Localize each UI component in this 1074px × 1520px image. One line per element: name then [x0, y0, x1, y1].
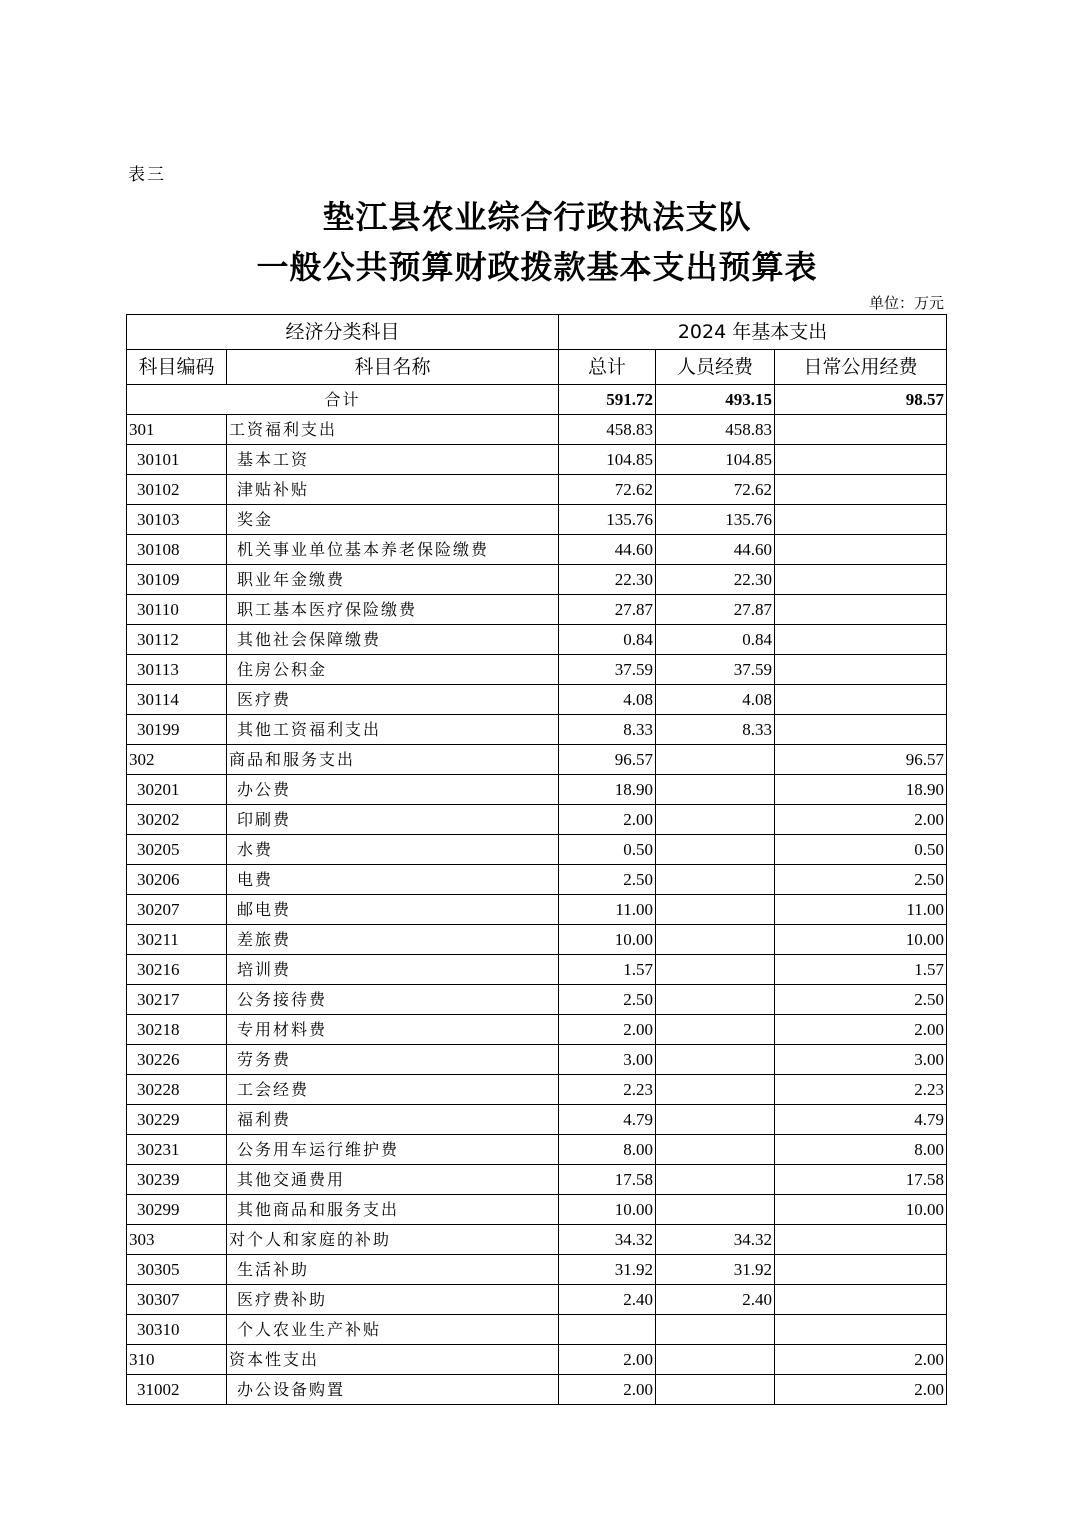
row-public	[775, 685, 947, 715]
row-public: 2.00	[775, 1375, 947, 1405]
row-personnel	[656, 1315, 775, 1345]
total-personnel: 493.15	[656, 385, 775, 415]
row-subject-code: 30217	[127, 985, 227, 1015]
row-subject-code: 302	[127, 745, 227, 775]
row-subject-name: 公务用车运行维护费	[227, 1135, 559, 1165]
row-personnel	[656, 925, 775, 955]
header-economic-classification: 经济分类科目	[127, 315, 559, 350]
row-subject-name: 职工基本医疗保险缴费	[227, 595, 559, 625]
row-public: 2.23	[775, 1075, 947, 1105]
row-subject-code: 30206	[127, 865, 227, 895]
row-subject-code: 303	[127, 1225, 227, 1255]
row-total	[559, 1315, 656, 1345]
row-personnel	[656, 805, 775, 835]
row-personnel	[656, 865, 775, 895]
row-personnel: 135.76	[656, 505, 775, 535]
row-public	[775, 1225, 947, 1255]
table-row	[127, 805, 947, 835]
table-row	[127, 685, 947, 715]
budget-table	[126, 314, 947, 1405]
row-total: 17.58	[559, 1165, 656, 1195]
row-personnel: 34.32	[656, 1225, 775, 1255]
row-public	[775, 415, 947, 445]
table-row	[127, 475, 947, 505]
row-subject-code: 30305	[127, 1255, 227, 1285]
document-title-line2: 一般公共预算财政拨款基本支出预算表	[256, 248, 818, 286]
row-personnel	[656, 835, 775, 865]
row-total: 135.76	[559, 505, 656, 535]
row-subject-code: 30199	[127, 715, 227, 745]
row-public: 0.50	[775, 835, 947, 865]
header-total: 总计	[559, 350, 656, 385]
row-subject-name: 办公费	[227, 775, 559, 805]
row-public: 10.00	[775, 1195, 947, 1225]
row-subject-name: 其他工资福利支出	[227, 715, 559, 745]
row-total: 2.00	[559, 805, 656, 835]
row-subject-code: 30310	[127, 1315, 227, 1345]
row-subject-code: 30201	[127, 775, 227, 805]
row-public: 2.50	[775, 985, 947, 1015]
row-subject-name: 资本性支出	[227, 1345, 559, 1375]
row-total: 2.23	[559, 1075, 656, 1105]
row-subject-name: 邮电费	[227, 895, 559, 925]
row-public	[775, 1315, 947, 1345]
row-subject-name: 职业年金缴费	[227, 565, 559, 595]
header-subject-name: 科目名称	[227, 350, 559, 385]
row-public: 1.57	[775, 955, 947, 985]
row-subject-code: 30113	[127, 655, 227, 685]
header-basic-expenditure-2024: 2024 年基本支出	[559, 315, 947, 350]
row-total: 10.00	[559, 1195, 656, 1225]
table-row	[127, 835, 947, 865]
row-subject-name: 工会经费	[227, 1075, 559, 1105]
row-subject-name: 水费	[227, 835, 559, 865]
table-row	[127, 925, 947, 955]
row-total: 8.00	[559, 1135, 656, 1165]
table-row	[127, 1375, 947, 1405]
row-subject-name: 住房公积金	[227, 655, 559, 685]
row-personnel: 22.30	[656, 565, 775, 595]
row-subject-code: 30231	[127, 1135, 227, 1165]
row-total: 11.00	[559, 895, 656, 925]
row-subject-code: 30114	[127, 685, 227, 715]
row-total: 18.90	[559, 775, 656, 805]
row-subject-code: 30112	[127, 625, 227, 655]
row-subject-name: 其他社会保障缴费	[227, 625, 559, 655]
row-total: 37.59	[559, 655, 656, 685]
row-subject-code: 30239	[127, 1165, 227, 1195]
row-total: 2.00	[559, 1345, 656, 1375]
row-subject-name: 医疗费补助	[227, 1285, 559, 1315]
row-subject-name: 工资福利支出	[227, 415, 559, 445]
row-public	[775, 1255, 947, 1285]
table-row	[127, 955, 947, 985]
row-subject-name: 福利费	[227, 1105, 559, 1135]
row-total: 0.84	[559, 625, 656, 655]
row-subject-code: 31002	[127, 1375, 227, 1405]
row-public: 2.00	[775, 805, 947, 835]
row-total: 2.00	[559, 1375, 656, 1405]
row-personnel: 4.08	[656, 685, 775, 715]
row-public: 96.57	[775, 745, 947, 775]
row-subject-name: 对个人和家庭的补助	[227, 1225, 559, 1255]
row-total: 96.57	[559, 745, 656, 775]
row-subject-name: 医疗费	[227, 685, 559, 715]
row-public	[775, 625, 947, 655]
row-subject-code: 310	[127, 1345, 227, 1375]
row-subject-name: 印刷费	[227, 805, 559, 835]
row-total: 8.33	[559, 715, 656, 745]
row-personnel: 0.84	[656, 625, 775, 655]
row-public: 3.00	[775, 1045, 947, 1075]
row-subject-name: 专用材料费	[227, 1015, 559, 1045]
row-total: 0.50	[559, 835, 656, 865]
row-public: 17.58	[775, 1165, 947, 1195]
table-row	[127, 445, 947, 475]
row-personnel	[656, 1105, 775, 1135]
row-total: 4.79	[559, 1105, 656, 1135]
table-label: 表三	[128, 165, 166, 185]
row-total: 27.87	[559, 595, 656, 625]
row-personnel: 8.33	[656, 715, 775, 745]
row-personnel: 44.60	[656, 535, 775, 565]
row-total: 2.50	[559, 985, 656, 1015]
row-public: 2.50	[775, 865, 947, 895]
table-row	[127, 625, 947, 655]
row-subject-code: 30102	[127, 475, 227, 505]
row-total: 3.00	[559, 1045, 656, 1075]
row-total: 2.40	[559, 1285, 656, 1315]
row-public: 2.00	[775, 1015, 947, 1045]
row-personnel: 37.59	[656, 655, 775, 685]
table-row	[127, 505, 947, 535]
table-row	[127, 745, 947, 775]
row-personnel: 31.92	[656, 1255, 775, 1285]
row-total: 1.57	[559, 955, 656, 985]
row-personnel: 27.87	[656, 595, 775, 625]
row-subject-code: 30205	[127, 835, 227, 865]
row-personnel	[656, 1045, 775, 1075]
row-total: 34.32	[559, 1225, 656, 1255]
total-label: 合计	[127, 385, 559, 415]
row-total: 31.92	[559, 1255, 656, 1285]
row-total: 10.00	[559, 925, 656, 955]
table-row	[127, 1315, 947, 1345]
table-row	[127, 565, 947, 595]
row-subject-name: 电费	[227, 865, 559, 895]
row-subject-name: 生活补助	[227, 1255, 559, 1285]
row-personnel: 104.85	[656, 445, 775, 475]
row-total: 104.85	[559, 445, 656, 475]
table-row	[127, 415, 947, 445]
table-row	[127, 865, 947, 895]
document-title-line1: 垫江县农业综合行政执法支队	[322, 198, 752, 236]
table-row	[127, 715, 947, 745]
row-subject-name: 机关事业单位基本养老保险缴费	[227, 535, 559, 565]
table-row	[127, 1225, 947, 1255]
row-subject-name: 差旅费	[227, 925, 559, 955]
table-row	[127, 1285, 947, 1315]
row-personnel: 72.62	[656, 475, 775, 505]
row-total: 2.50	[559, 865, 656, 895]
table-row	[127, 1255, 947, 1285]
row-total: 4.08	[559, 685, 656, 715]
row-public	[775, 475, 947, 505]
row-subject-name: 培训费	[227, 955, 559, 985]
row-subject-code: 30207	[127, 895, 227, 925]
row-subject-code: 30202	[127, 805, 227, 835]
row-total: 44.60	[559, 535, 656, 565]
row-public: 10.00	[775, 925, 947, 955]
table-row	[127, 535, 947, 565]
row-personnel	[656, 1015, 775, 1045]
table-row	[127, 1105, 947, 1135]
row-subject-code: 30103	[127, 505, 227, 535]
row-subject-name: 公务接待费	[227, 985, 559, 1015]
row-personnel	[656, 1195, 775, 1225]
table-row	[127, 775, 947, 805]
row-subject-code: 30218	[127, 1015, 227, 1045]
row-subject-name: 商品和服务支出	[227, 745, 559, 775]
row-public: 4.79	[775, 1105, 947, 1135]
row-subject-name: 个人农业生产补贴	[227, 1315, 559, 1345]
row-personnel	[656, 895, 775, 925]
table-row	[127, 1135, 947, 1165]
row-public	[775, 565, 947, 595]
header-personnel-expense: 人员经费	[656, 350, 775, 385]
row-personnel	[656, 745, 775, 775]
row-subject-code: 30110	[127, 595, 227, 625]
total-public: 98.57	[775, 385, 947, 415]
header-row-columns	[127, 350, 947, 385]
table-row	[127, 1195, 947, 1225]
table-row	[127, 595, 947, 625]
row-total: 2.00	[559, 1015, 656, 1045]
table-row	[127, 1165, 947, 1195]
row-personnel	[656, 1345, 775, 1375]
table-row	[127, 895, 947, 925]
header-subject-code: 科目编码	[127, 350, 227, 385]
unit-label: 单位：万元	[868, 294, 944, 312]
row-subject-code: 30229	[127, 1105, 227, 1135]
total-row	[127, 385, 947, 415]
table-row	[127, 1015, 947, 1045]
row-personnel	[656, 985, 775, 1015]
row-subject-code: 30299	[127, 1195, 227, 1225]
row-subject-name: 其他交通费用	[227, 1165, 559, 1195]
row-public	[775, 655, 947, 685]
table-row	[127, 655, 947, 685]
row-subject-code: 30307	[127, 1285, 227, 1315]
row-total: 72.62	[559, 475, 656, 505]
header-row-group	[127, 315, 947, 350]
row-subject-name: 奖金	[227, 505, 559, 535]
row-subject-code: 30101	[127, 445, 227, 475]
row-subject-code: 30216	[127, 955, 227, 985]
row-subject-code: 301	[127, 415, 227, 445]
row-total: 458.83	[559, 415, 656, 445]
header-public-expense: 日常公用经费	[775, 350, 947, 385]
row-personnel	[656, 1375, 775, 1405]
row-public	[775, 535, 947, 565]
row-public	[775, 1285, 947, 1315]
row-subject-name: 其他商品和服务支出	[227, 1195, 559, 1225]
row-subject-code: 30109	[127, 565, 227, 595]
row-public: 2.00	[775, 1345, 947, 1375]
row-subject-name: 津贴补贴	[227, 475, 559, 505]
row-subject-code: 30228	[127, 1075, 227, 1105]
table-row	[127, 1345, 947, 1375]
row-subject-code: 30108	[127, 535, 227, 565]
table-row	[127, 985, 947, 1015]
row-subject-name: 办公设备购置	[227, 1375, 559, 1405]
row-public	[775, 445, 947, 475]
row-subject-code: 30211	[127, 925, 227, 955]
row-public	[775, 505, 947, 535]
row-personnel: 458.83	[656, 415, 775, 445]
row-total: 22.30	[559, 565, 656, 595]
row-subject-name: 劳务费	[227, 1045, 559, 1075]
row-subject-code: 30226	[127, 1045, 227, 1075]
row-personnel: 2.40	[656, 1285, 775, 1315]
row-personnel	[656, 1165, 775, 1195]
row-public	[775, 595, 947, 625]
row-public: 18.90	[775, 775, 947, 805]
row-personnel	[656, 955, 775, 985]
row-public	[775, 715, 947, 745]
table-row	[127, 1075, 947, 1105]
row-personnel	[656, 775, 775, 805]
table-row	[127, 1045, 947, 1075]
row-public: 8.00	[775, 1135, 947, 1165]
row-public: 11.00	[775, 895, 947, 925]
row-personnel	[656, 1135, 775, 1165]
row-personnel	[656, 1075, 775, 1105]
row-subject-name: 基本工资	[227, 445, 559, 475]
total-total: 591.72	[559, 385, 656, 415]
